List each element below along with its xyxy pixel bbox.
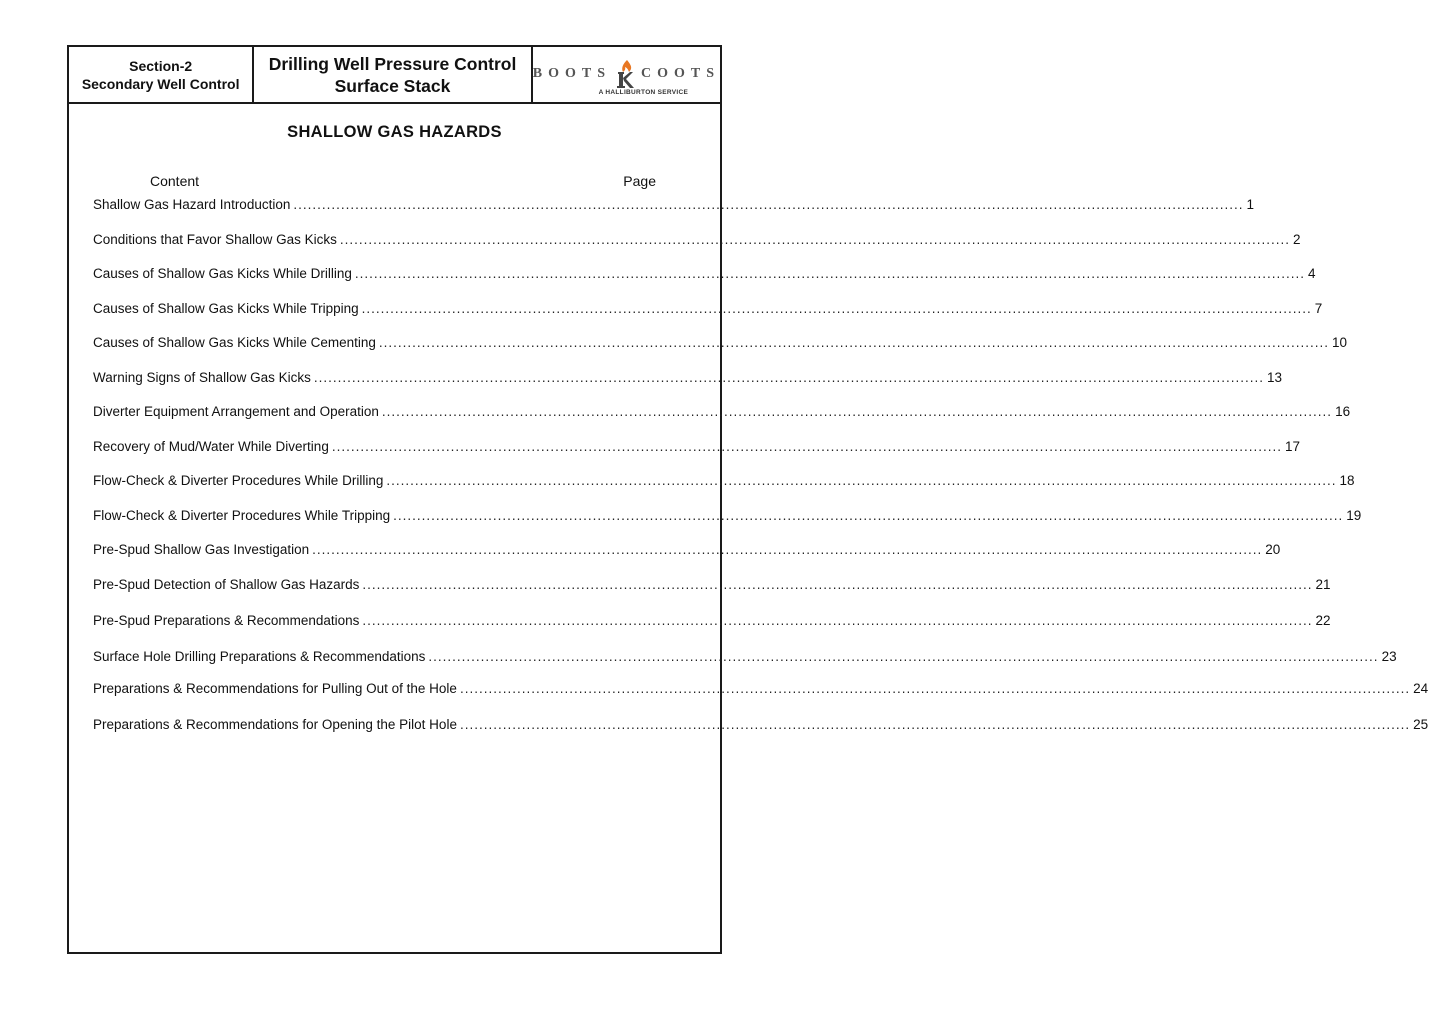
section-number: Section-2 — [129, 57, 193, 74]
toc-entry — [93, 508, 1362, 523]
section-name: Secondary Well Control — [81, 75, 240, 92]
dot-leader: ........................................................................................................................................................................................................ — [381, 404, 1333, 419]
toc-entry — [93, 197, 1255, 212]
toc-entry-title: Causes of Shallow Gas Kicks While Tripping — [93, 301, 359, 316]
toc-entry-title: Diverter Equipment Arrangement and Operation — [93, 404, 379, 419]
toc-entry-title: Surface Hole Drilling Preparations & Recommendations — [93, 649, 426, 664]
toc-entry-page: 2 — [1293, 232, 1301, 247]
document-title: SHALLOW GAS HAZARDS — [287, 123, 502, 141]
toc-entry — [93, 717, 1429, 732]
toc-entry-page: 23 — [1381, 649, 1397, 664]
dot-leader: ........................................................................................................................................................................................................ — [339, 232, 1291, 247]
toc-entry-title: Recovery of Mud/Water While Diverting — [93, 439, 329, 454]
content-column-heading: Content — [150, 173, 200, 189]
dot-leader: ........................................................................................................................................................................................................ — [428, 649, 1379, 664]
dot-leader: ........................................................................................................................................................................................................ — [459, 717, 1411, 732]
toc-entry-page: 25 — [1413, 717, 1429, 732]
toc-entry-title: Flow-Check & Diverter Procedures While Tripping — [93, 508, 391, 523]
toc-entry-title: Conditions that Favor Shallow Gas Kicks — [93, 232, 337, 247]
toc-entry-title: Preparations & Recommendations for Pulling Out of the Hole — [93, 681, 457, 696]
toc-entry-page: 1 — [1246, 197, 1255, 212]
dot-leader: ........................................................................................................................................................................................................ — [331, 439, 1282, 454]
toc-entry-title: Pre-Spud Detection of Shallow Gas Hazards — [93, 577, 360, 592]
logo-text-right: COOTS — [640, 65, 720, 81]
toc-entry-page: 10 — [1332, 335, 1348, 350]
toc-entry-title: Pre-Spud Preparations & Recommendations — [93, 613, 360, 628]
page-frame — [67, 45, 1429, 954]
manual-title — [254, 47, 532, 102]
toc-entry — [93, 232, 1301, 247]
dot-leader: ........................................................................................................................................................................................................ — [361, 301, 1312, 316]
dot-leader: ........................................................................................................................................................................................................ — [378, 335, 1330, 350]
flame-icon — [615, 60, 637, 88]
logo-text-left: BOOTS — [532, 65, 611, 81]
toc-entry — [93, 266, 1316, 281]
toc-entry-title: Flow-Check & Diverter Procedures While Drilling — [93, 473, 384, 488]
manual-title-line2: Surface Stack — [334, 75, 451, 96]
toc-entry — [93, 542, 1281, 557]
dot-leader: ........................................................................................................................................................................................................ — [459, 681, 1411, 696]
toc-entry — [93, 301, 1323, 316]
toc-entry-title: Causes of Shallow Gas Kicks While Drilling — [93, 266, 352, 281]
toc-entry — [93, 439, 1301, 454]
toc-entry-title: Preparations & Recommendations for Opening the Pilot Hole — [93, 717, 457, 732]
manual-title-line1: Drilling Well Pressure Control — [268, 53, 517, 74]
dot-leader: ........................................................................................................................................................................................................ — [312, 542, 1263, 557]
toc-entry — [93, 649, 1397, 664]
dot-leader: ........................................................................................................................................................................................................ — [354, 266, 1305, 281]
toc-entry — [93, 404, 1351, 419]
toc-entry — [93, 681, 1429, 696]
dot-leader: ........................................................................................................................................................................................................ — [386, 473, 1337, 488]
toc-entry-title: Warning Signs of Shallow Gas Kicks — [93, 370, 311, 385]
toc-entry — [93, 613, 1331, 628]
toc-entry-page: 21 — [1315, 577, 1331, 592]
toc-entry-page: 20 — [1265, 542, 1281, 557]
toc-entry-page: 24 — [1413, 681, 1429, 696]
toc-entry — [93, 335, 1348, 350]
dot-leader: ........................................................................................................................................................................................................ — [362, 577, 1313, 592]
toc-entry-title: Shallow Gas Hazard Introduction — [93, 197, 291, 212]
page-header — [69, 47, 720, 104]
toc-entry-page: 18 — [1339, 473, 1355, 488]
dot-leader: ........................................................................................................................................................................................................ — [313, 370, 1264, 385]
toc-entry — [93, 473, 1355, 488]
toc-entry-page: 4 — [1308, 266, 1316, 281]
toc-entry — [93, 577, 1331, 592]
page-column-heading: Page — [623, 173, 656, 189]
dot-leader: ........................................................................................................................................................................................................ — [393, 508, 1344, 523]
logo-tagline: A HALLIBURTON SERVICE — [598, 88, 689, 96]
toc-entry-page: 22 — [1315, 613, 1331, 628]
toc-entry-page: 16 — [1335, 404, 1351, 419]
toc-entry-title: Pre-Spud Shallow Gas Investigation — [93, 542, 310, 557]
toc-entry-page: 13 — [1267, 370, 1283, 385]
company-logo — [533, 47, 720, 102]
toc-entry-page: 7 — [1314, 301, 1323, 316]
toc-entry-title: Causes of Shallow Gas Kicks While Cementing — [93, 335, 376, 350]
dot-leader: ........................................................................................................................................................................................................ — [293, 197, 1244, 212]
section-label — [69, 47, 254, 102]
dot-leader: ........................................................................................................................................................................................................ — [362, 613, 1313, 628]
toc-entry-page: 17 — [1284, 439, 1301, 454]
toc-entry — [93, 370, 1283, 385]
toc-entry-page: 19 — [1346, 508, 1362, 523]
